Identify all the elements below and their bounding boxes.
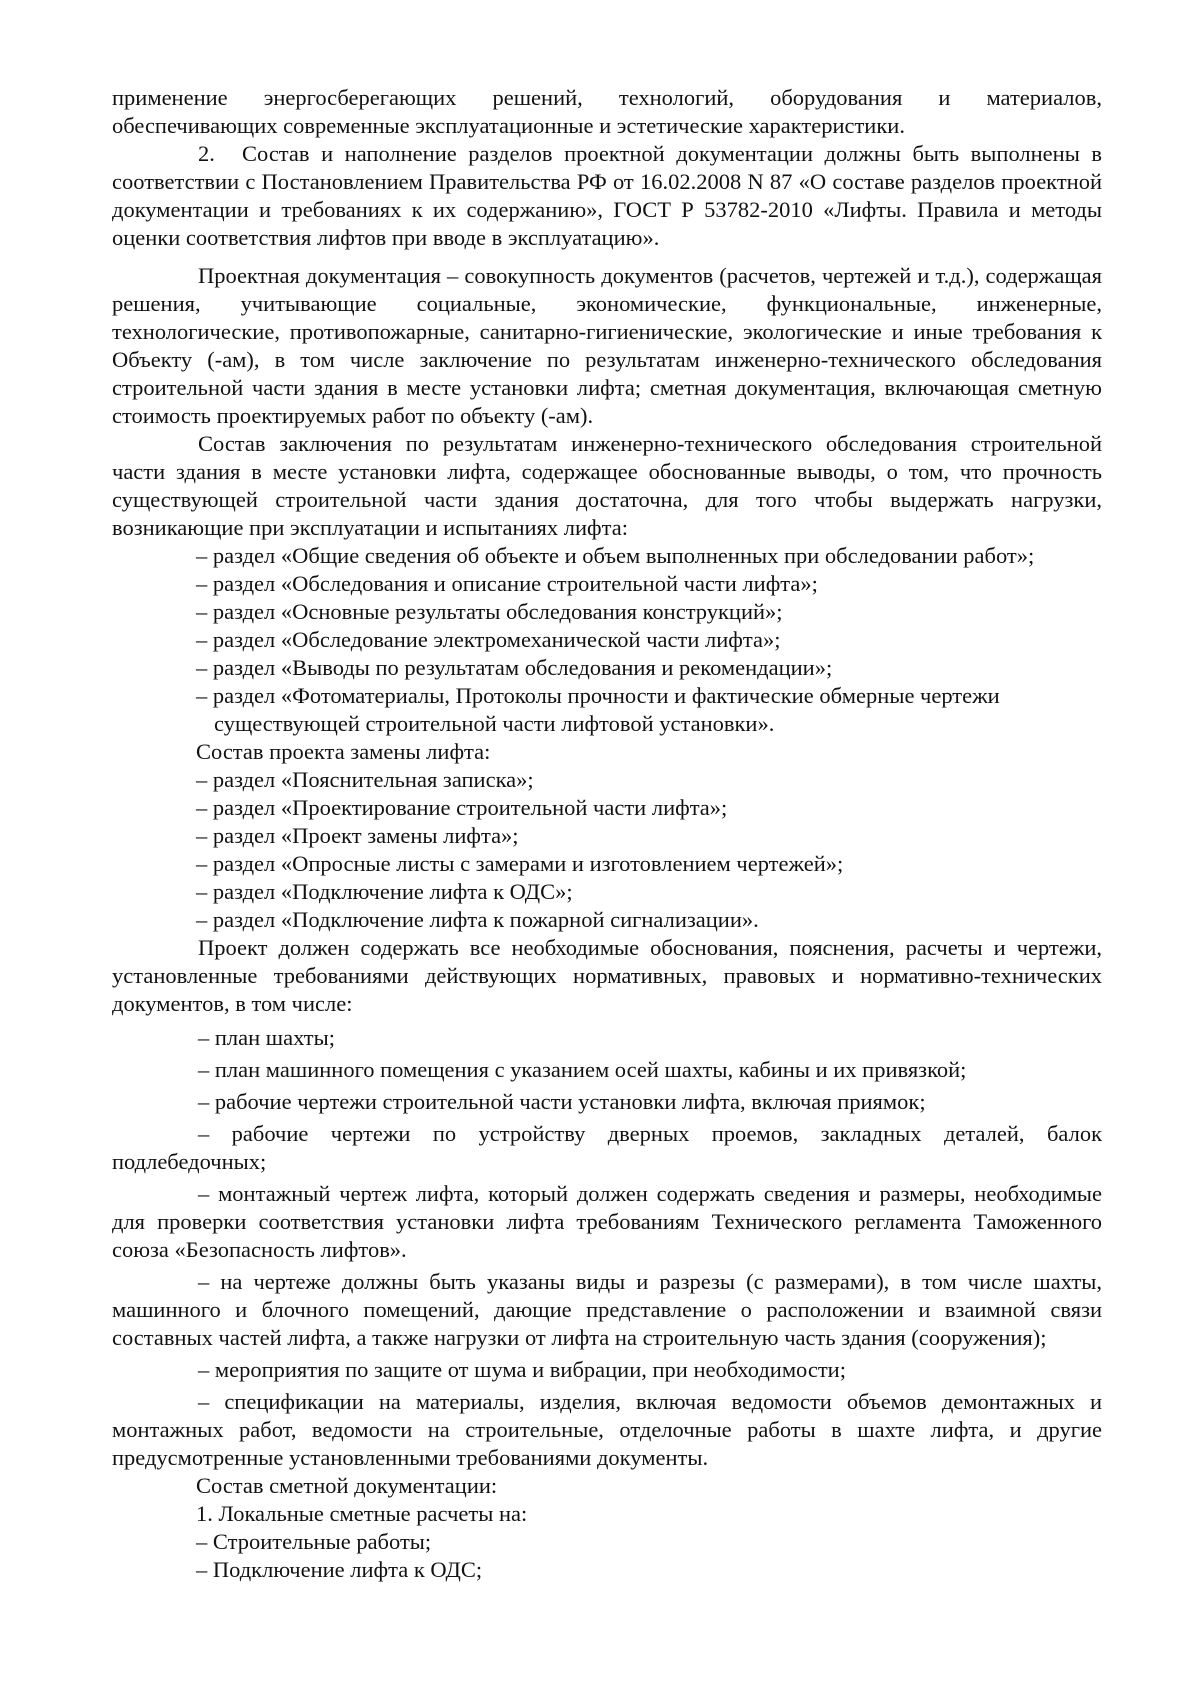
list-item: – раздел «Обследование электромеханической части лифта»; (196, 627, 781, 652)
list-item: – раздел «Фотоматериалы, Протоколы прочности и фактические обмерные чертежи существующей строительной части лифтовой установки». (196, 683, 1000, 736)
list-item: – раздел «Основные результаты обследования конструкций»; (196, 599, 783, 624)
project-doc-definition: Проектная документация – совокупность документов (расчетов, чертежей и т.д.), содержащая решения, учитывающие социальные, экономические, функциональные, инженерные, технологические, противопожарные, санитарно-гигиенические, экологические и иные требования к Объекту (-ам), в том числе заключение по результатам инженерно-технического обследования строительной части здания в месте установки лифта; сметная документация, включающая сметную стоимость проектируемых работ по объекту (-ам). (112, 263, 1102, 428)
item-2-paragraph (112, 140, 1102, 252)
intro-line-2: обеспечивающих современные эксплуатационные и эстетические характеристики. (112, 113, 905, 138)
list-item: – Строительные работы; (196, 1529, 432, 1554)
conclusion-sections-list (112, 542, 1102, 738)
list-item: – раздел «Обследования и описание строительной части лифта»; (196, 571, 818, 596)
list-item: – раздел «Подключение лифта к ОДС»; (196, 879, 573, 904)
requirement-doorways: – рабочие чертежи по устройству дверных проемов, закладных деталей, балок подлебедочных; (112, 1121, 1102, 1174)
intro-line-1: применение энергосберегающих решений, технологий, оборудования и материалов, (112, 85, 1102, 110)
conclusion-intro: Состав заключения по результатам инженерно-технического обследования строительной части здания в месте установки лифта, содержащее обоснованные выводы, о том, что прочность существующей строительной части здания достаточна, для того чтобы выдержать нагрузки, возникающие при эксплуатации и испытаниях лифта: (112, 431, 1102, 540)
list-item: – раздел «Выводы по результатам обследования и рекомендации»; (196, 655, 833, 680)
list-item: – раздел «Проектирование строительной части лифта»; (196, 795, 728, 820)
requirement-views-sections: – на чертеже должны быть указаны виды и разрезы (с размерами), в том числе шахты, машинного и блочного помещений, дающие представление о расположении и взаимной связи составных частей лифта, а также нагрузки от лифта на строительную часть здания (сооружения); (112, 1269, 1102, 1350)
requirement-machine-room: – план машинного помещения с указанием осей шахты, кабины и их привязкой; (198, 1057, 967, 1082)
requirement-specifications: – спецификации на материалы, изделия, включая ведомости объемов демонтажных и монтажных работ, ведомости на строительные, отделочные работы в шахте лифта, и другие предусмотренные установленными требованиями документы. (112, 1389, 1102, 1470)
estimate-item-1: 1. Локальные сметные расчеты на: (196, 1501, 528, 1526)
replacement-heading: Состав проекта замены лифта: (196, 739, 491, 764)
list-item: – Подключение лифта к ОДС; (196, 1557, 483, 1582)
replacement-sections-list (112, 766, 1102, 934)
requirement-assembly-drawing: – монтажный чертеж лифта, который должен содержать сведения и размеры, необходимые для проверки соответствия установки лифта требованиям Технического регламента Таможенного союза «Безопасность лифтов». (112, 1181, 1102, 1262)
item-2-number: 2. (198, 141, 215, 166)
list-item: – раздел «Пояснительная записка»; (196, 767, 534, 792)
list-item: – раздел «Проект замены лифта»; (196, 823, 519, 848)
document-body (112, 84, 1102, 1584)
list-item: – раздел «Подключение лифта к пожарной сигнализации». (196, 907, 759, 932)
requirement-working-drawings: – рабочие чертежи строительной части установки лифта, включая приямок; (198, 1089, 926, 1114)
project-requirements: Проект должен содержать все необходимые обоснования, пояснения, расчеты и чертежи, установленные требованиями действующих нормативных, правовых и нормативно-технических документов, в том числе: (112, 935, 1102, 1016)
requirement-shaft-plan: – план шахты; (198, 1025, 335, 1050)
item-2-text: Состав и наполнение разделов проектной документации должны быть выполнены в соответствии с Постановлением Правительства РФ от 16.02.2008 N 87 «О составе разделов проектной документации и требованиях к их содержанию», ГОСТ Р 53782-2010 «Лифты. Правила и методы оценки соответствия лифтов при вводе в эксплуатацию». (112, 141, 1102, 250)
requirement-noise: – мероприятия по защите от шума и вибрации, при необходимости; (198, 1357, 846, 1382)
estimate-heading: Состав сметной документации: (196, 1473, 498, 1498)
list-item: – раздел «Опросные листы с замерами и изготовлением чертежей»; (196, 851, 844, 876)
list-item: – раздел «Общие сведения об объекте и объем выполненных при обследовании работ»; (196, 543, 1035, 568)
